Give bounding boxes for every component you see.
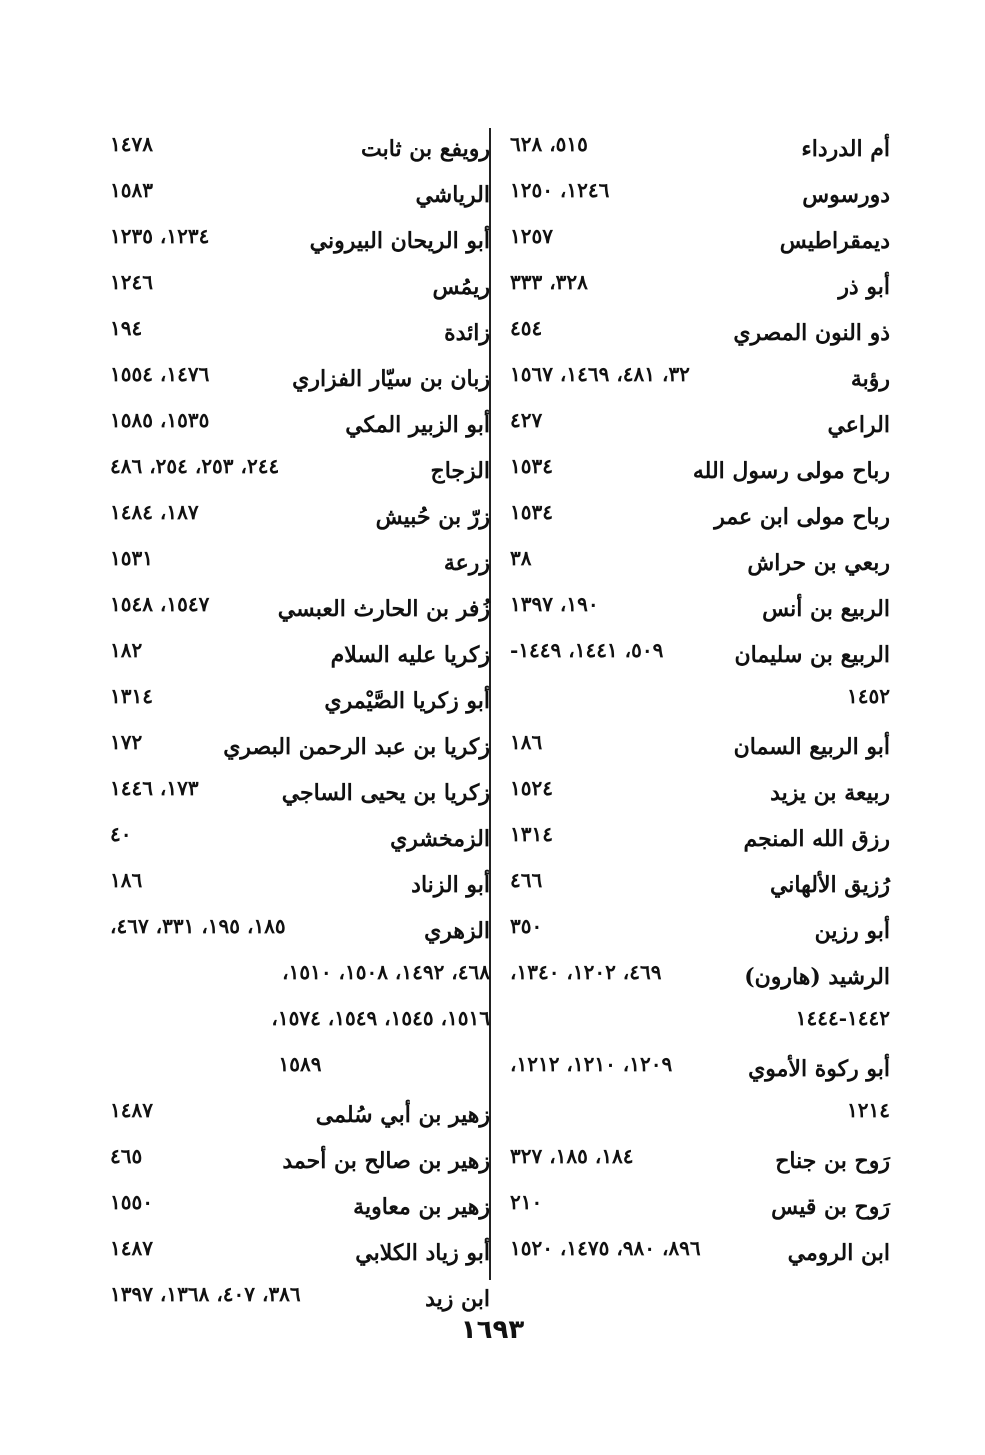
index-entry: [110, 174, 490, 220]
entry-page-refs: ٣٥٠: [510, 914, 543, 938]
index-entry: [510, 910, 890, 956]
index-entry: [510, 818, 890, 864]
index-entry: [510, 1140, 890, 1186]
entry-name: رزق الله المنجم: [743, 826, 890, 852]
entry-name: الرياشي: [415, 182, 490, 208]
index-entry: [110, 1232, 490, 1278]
index-entry: [110, 128, 490, 174]
entry-page-refs: ٣٢، ٤٨١، ١٤٦٩، ١٥٦٧: [510, 362, 690, 386]
entry-name: ذو النون المصري: [733, 320, 890, 346]
index-entry: [110, 266, 490, 312]
entry-name: أم الدرداء: [801, 136, 890, 162]
index-entry: [110, 680, 490, 726]
entry-page-refs: ٣٨٦، ٤٠٧، ١٣٦٨، ١٣٩٧: [110, 1282, 301, 1306]
index-entry: [510, 358, 890, 404]
entry-name: زبان بن سيّار الفزاري: [292, 366, 490, 392]
entry-page-refs: ١٥١٦، ١٥٤٥، ١٥٤٩، ١٥٧٤،: [271, 1006, 490, 1030]
index-entry-continuation: [510, 680, 890, 726]
entry-name: ربيعة بن يزيد: [770, 780, 890, 806]
entry-name: أبو رزين: [814, 918, 890, 944]
entry-page-refs: ٣٨: [510, 546, 532, 570]
entry-page-refs: ١٣١٤: [110, 684, 153, 708]
entry-page-refs: ١٥٣١: [110, 546, 153, 570]
entry-page-refs: ١٤٧٨: [110, 132, 153, 156]
entry-name: زكريا بن عبد الرحمن البصري: [223, 734, 490, 760]
entry-name: ريمُس: [432, 274, 490, 300]
index-entry: [510, 588, 890, 634]
entry-page-refs: ٢١٠: [510, 1190, 543, 1214]
entry-page-refs: ١٢٥٧: [510, 224, 553, 248]
index-entry: [510, 864, 890, 910]
entry-page-refs: ١٧٢: [110, 730, 143, 754]
entry-name: رويفع بن ثابت: [361, 136, 490, 162]
index-entry: [510, 1048, 890, 1094]
entry-page-refs: ١٢٤٦، ١٢٥٠: [510, 178, 610, 202]
index-entry-continuation: [110, 956, 490, 1002]
index-entry: [110, 220, 490, 266]
index-entry: [110, 1094, 490, 1140]
entry-name: رباح مولى رسول الله: [692, 458, 890, 484]
entry-name: زهير بن معاوية: [353, 1194, 490, 1220]
index-entry: [510, 174, 890, 220]
entry-page-refs: ١٤٥٢: [847, 684, 890, 708]
entry-page-refs: ٤٢٧: [510, 408, 543, 432]
entry-name: الراعي: [827, 412, 890, 438]
entry-page-refs: ١٨٥، ١٩٥، ٣٣١، ٤٦٧،: [110, 914, 286, 938]
entry-page-refs: ١٢١٤: [847, 1098, 890, 1122]
entry-page-refs: ٤٦٨، ١٤٩٢، ١٥٠٨، ١٥١٠،: [282, 960, 490, 984]
entry-page-refs: ٤٦٦: [510, 868, 543, 892]
index-entry: [110, 404, 490, 450]
entry-name: ربعي بن حراش: [747, 550, 890, 576]
entry-page-refs: ٤٠: [110, 822, 132, 846]
entry-page-refs: ١٤٤٢-١٤٤٤: [795, 1006, 890, 1030]
entry-name: الزهري: [424, 918, 490, 944]
index-entry: [110, 772, 490, 818]
index-entry: [110, 818, 490, 864]
entry-page-refs: ١٨٦: [510, 730, 543, 754]
entry-page-refs: ١٩٤: [110, 316, 143, 340]
index-entry: [110, 358, 490, 404]
entry-name: أبو ذر: [838, 274, 890, 300]
index-entry: [110, 542, 490, 588]
index-entry: [110, 588, 490, 634]
entry-page-refs: ١٤٧٦، ١٥٥٤: [110, 362, 210, 386]
index-entry: [110, 910, 490, 956]
entry-name: رباح مولى ابن عمر: [714, 504, 890, 530]
index-entry: [510, 634, 890, 680]
entry-page-refs: ١٤٨٧: [110, 1236, 153, 1260]
entry-name: أبو الربيع السمان: [733, 734, 890, 760]
entry-name: أبو الزبير المكي: [345, 412, 490, 438]
entry-page-refs: ١٨٤، ١٨٥، ٣٢٧: [510, 1144, 634, 1168]
index-entry-continuation: [510, 1094, 890, 1140]
entry-name: الربيع بن سليمان: [734, 642, 890, 668]
entry-page-refs: ١٥٥٠: [110, 1190, 153, 1214]
index-entry: [110, 496, 490, 542]
entry-name: أبو زكريا الصَّيْمري: [324, 688, 490, 714]
index-entry: [510, 956, 890, 1002]
index-entry: [110, 726, 490, 772]
index-entry: [510, 1232, 890, 1278]
entry-page-refs: ٣٢٨، ٣٣٣: [510, 270, 588, 294]
entry-page-refs: ١٣١٤: [510, 822, 553, 846]
index-entry-continuation: [510, 1002, 890, 1048]
entry-page-refs: ١٥٣٤: [510, 500, 553, 524]
page-number: ١٦٩٣: [460, 1315, 525, 1345]
entry-name: زرّ بن حُبيش: [375, 504, 490, 530]
entry-name: الربيع بن أنس: [762, 596, 890, 622]
entry-page-refs: ٤٦٥: [110, 1144, 143, 1168]
entry-name: رَوح بن جناح: [775, 1148, 890, 1174]
entry-page-refs: ١٢٣٤، ١٢٣٥: [110, 224, 210, 248]
entry-page-refs: ١٨٦: [110, 868, 143, 892]
entry-name: زهير بن صالح بن أحمد: [282, 1148, 490, 1174]
entry-page-refs: ١٨٢: [110, 638, 143, 662]
entry-name: زكريا بن يحيى الساجي: [281, 780, 490, 806]
entry-page-refs: ٤٥٤: [510, 316, 543, 340]
entry-name: دورسوس: [802, 182, 890, 208]
entry-page-refs: ١٨٧، ١٤٨٤: [110, 500, 199, 524]
entry-page-refs: ٥٠٩، ١٤٤١، ١٤٤٩-: [510, 638, 664, 662]
entry-name: ديمقراطيس: [779, 228, 890, 254]
entry-name: أبو الزناد: [411, 872, 490, 898]
index-entry: [510, 1186, 890, 1232]
entry-page-refs: ٥١٥، ٦٢٨: [510, 132, 588, 156]
entry-name: ابن زيد: [425, 1286, 490, 1312]
entry-name: زكريا عليه السلام: [330, 642, 490, 668]
entry-page-refs: ١٥٨٣: [110, 178, 153, 202]
entry-name: زهير بن أبي سُلمى: [315, 1102, 490, 1128]
index-entry: [510, 450, 890, 496]
index-entry-continuation: [110, 1048, 490, 1094]
index-entry: [510, 542, 890, 588]
index-entry: [510, 128, 890, 174]
entry-name: زُفر بن الحارث العبسي: [277, 596, 490, 622]
entry-page-refs: ١٥٣٥، ١٥٨٥: [110, 408, 210, 432]
right-column: [510, 128, 890, 1278]
entry-name: الزجاج: [430, 458, 490, 484]
entry-name: أبو زياد الكلابي: [355, 1240, 490, 1266]
entry-page-refs: ١٥٣٤: [510, 454, 553, 478]
index-entry: [510, 726, 890, 772]
entry-name: الزمخشري: [390, 826, 490, 852]
entry-name: زرعة: [443, 550, 490, 576]
index-entry: [110, 450, 490, 496]
entry-page-refs: ٢٤٤، ٢٥٣، ٢٥٤، ٤٨٦: [110, 454, 280, 478]
left-column: [110, 128, 490, 1324]
index-entry: [110, 1140, 490, 1186]
index-entry: [110, 634, 490, 680]
entry-name: ابن الرومي: [787, 1240, 890, 1266]
entry-name: زائدة: [444, 320, 490, 346]
index-entry: [110, 312, 490, 358]
entry-page-refs: ١٥٤٧، ١٥٤٨: [110, 592, 210, 616]
entry-page-refs: ١٢٤٦: [110, 270, 153, 294]
index-entry: [510, 404, 890, 450]
index-entry: [110, 864, 490, 910]
index-entry: [510, 266, 890, 312]
index-entry: [510, 772, 890, 818]
entry-page-refs: ١٢٠٩، ١٢١٠، ١٢١٢،: [510, 1052, 673, 1076]
entry-name: رؤبة: [850, 366, 890, 392]
entry-page-refs: ١٩٠، ١٣٩٧: [510, 592, 599, 616]
entry-page-refs: ١٧٣، ١٤٤٦: [110, 776, 199, 800]
index-entry: [110, 1186, 490, 1232]
index-entry: [510, 312, 890, 358]
entry-page-refs: ١٥٢٤: [510, 776, 553, 800]
entry-name: رُزيق الألهاني: [769, 872, 890, 898]
entry-name: الرشيد (هارون): [744, 964, 890, 990]
entry-name: أبو الريحان البيروني: [309, 228, 490, 254]
entry-name: رَوح بن قيس: [771, 1194, 890, 1220]
entry-page-refs: ٨٩٦، ٩٨٠، ١٤٧٥، ١٥٢٠: [510, 1236, 701, 1260]
entry-page-refs: ٤٦٩، ١٢٠٢، ١٣٤٠،: [510, 960, 662, 984]
index-entry: [510, 496, 890, 542]
index-entry-continuation: [110, 1002, 490, 1048]
entry-name: أبو ركوة الأموي: [748, 1056, 890, 1082]
entry-page-refs: ١٤٨٧: [110, 1098, 153, 1122]
entry-page-refs: ١٥٨٩: [278, 1052, 322, 1076]
index-entry: [510, 220, 890, 266]
